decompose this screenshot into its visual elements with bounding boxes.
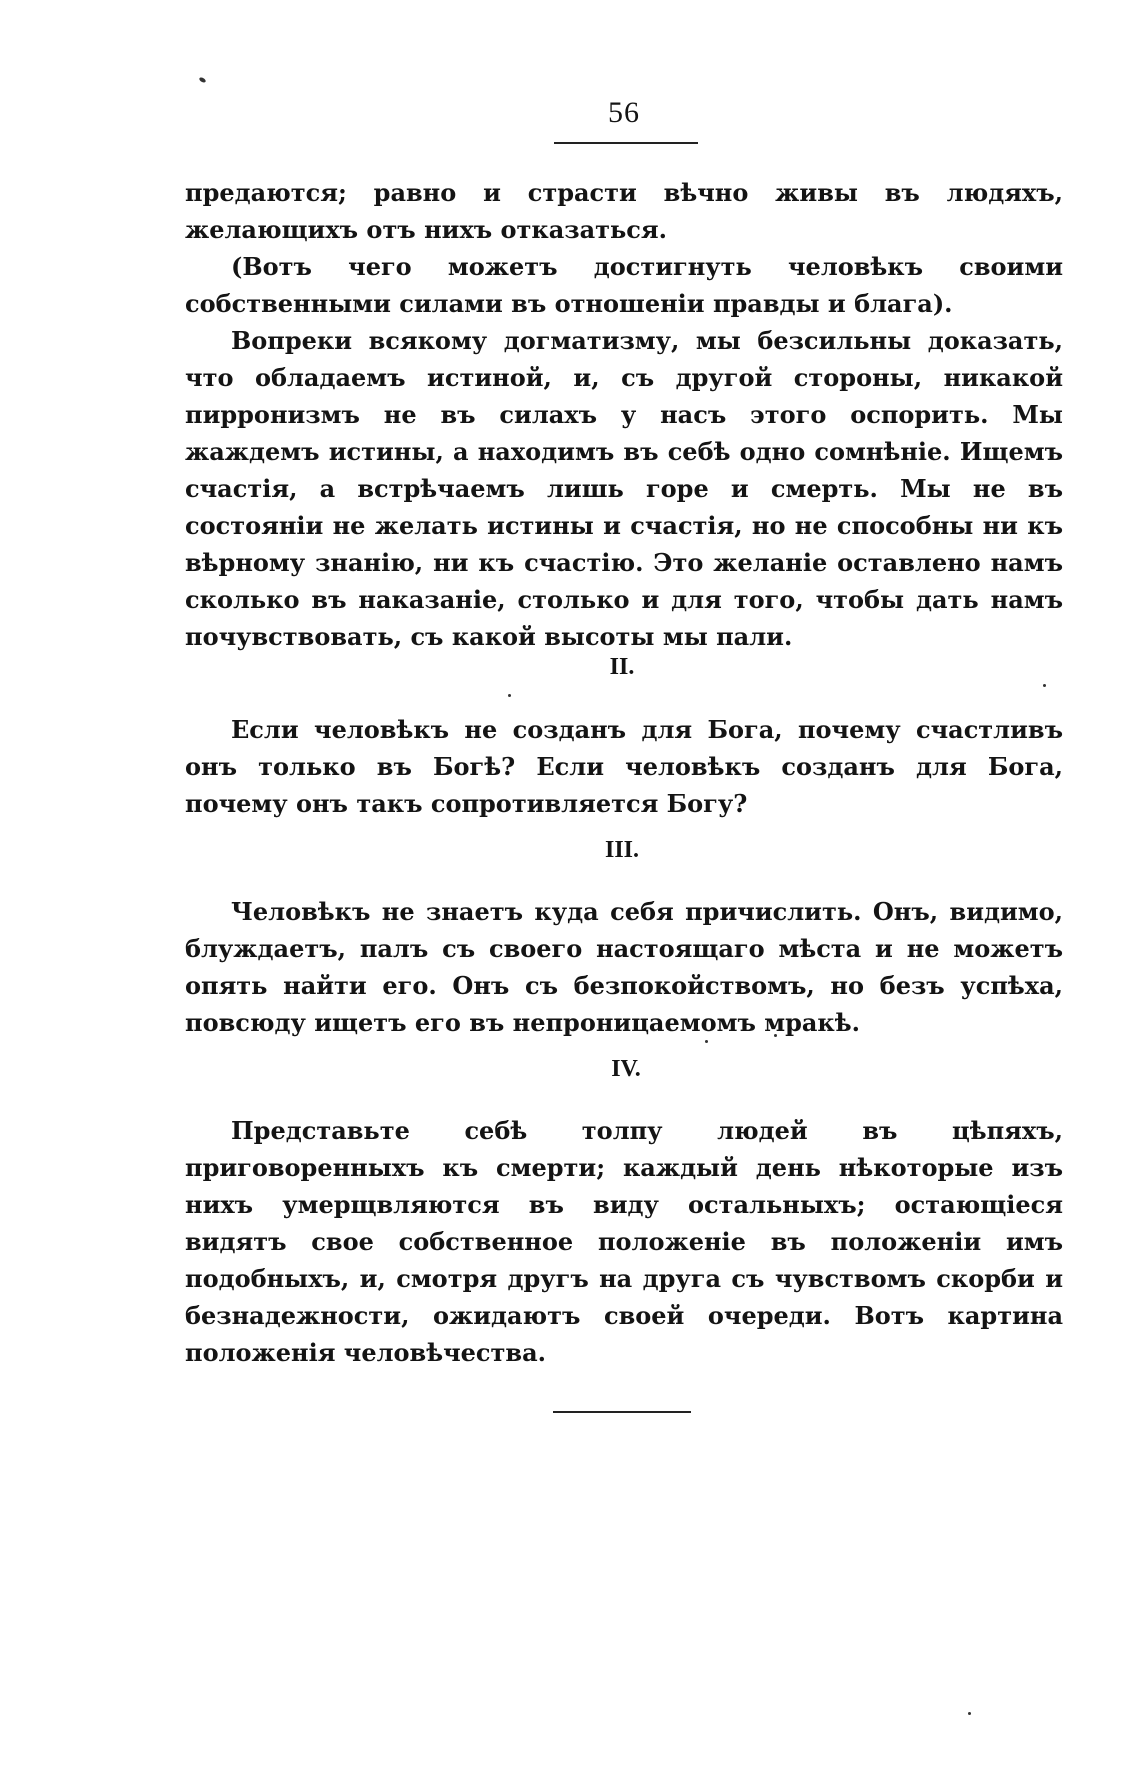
paragraph: предаются; равно и страсти вѣчно живы въ людяхъ, желающихъ отъ нихъ отказаться. [185, 178, 1063, 244]
page-number: 56 [608, 96, 640, 129]
end-rule [553, 1411, 691, 1413]
ink-speck [508, 694, 511, 697]
paragraph: (Вотъ чего можетъ достигнуть человѣкъ своими собственными силами въ отношеніи правды и блага). [185, 252, 1063, 318]
section-heading-4: IV. [611, 1056, 641, 1082]
header-rule [554, 142, 698, 144]
section-2-text [185, 711, 1063, 822]
paragraph: Человѣкъ не знаетъ куда себя причислить. Онъ, видимо, блуждаетъ, палъ съ своего настоящаго мѣста и не можетъ опять найти его. Онъ съ безпокойствомъ, но безъ успѣха, повсюду ищетъ его въ непроницаемомъ мракѣ. [185, 897, 1063, 1037]
section-4-text [185, 1112, 1063, 1371]
ink-speck [968, 1712, 971, 1715]
section-3-text [185, 893, 1063, 1041]
paragraph: Если человѣкъ не созданъ для Бога, почему счастливъ онъ только въ Богѣ? Если человѣкъ созданъ для Бога, почему онъ такъ сопротивляется Богу? [185, 715, 1063, 818]
section-heading-2: II. [609, 654, 635, 680]
section-heading-3: III. [604, 837, 640, 863]
ink-speck [198, 77, 206, 84]
ink-speck [1043, 684, 1046, 687]
intro-text-block [185, 174, 1063, 655]
paragraph: Представьте себѣ толпу людей въ цѣпяхъ, приговоренныхъ къ смерти; каждый день нѣкоторые изъ нихъ умерщвляются въ виду остальныхъ; остающіеся видятъ свое собственное положеніе въ положеніи имъ подобныхъ, и, смотря другъ на друга съ чувствомъ скорби и безнадежности, ожидаютъ своей очереди. Вотъ картина положенія человѣчества. [185, 1116, 1063, 1367]
paragraph: Вопреки всякому догматизму, мы безсильны доказать, что обладаемъ истиной, и, съ другой стороны, никакой пирронизмъ не въ силахъ у насъ этого оспорить. Мы жаждемъ истины, а находимъ въ себѣ одно сомнѣніе. Ищемъ счастія, а встрѣчаемъ лишь горе и смерть. Мы не въ состояніи не желать истины и счастія, но не способны ни къ вѣрному знанію, ни къ счастію. Это желаніе оставлено намъ сколько въ наказаніе, столько и для того, чтобы дать намъ почувствовать, съ какой высоты мы пали. [185, 326, 1063, 651]
